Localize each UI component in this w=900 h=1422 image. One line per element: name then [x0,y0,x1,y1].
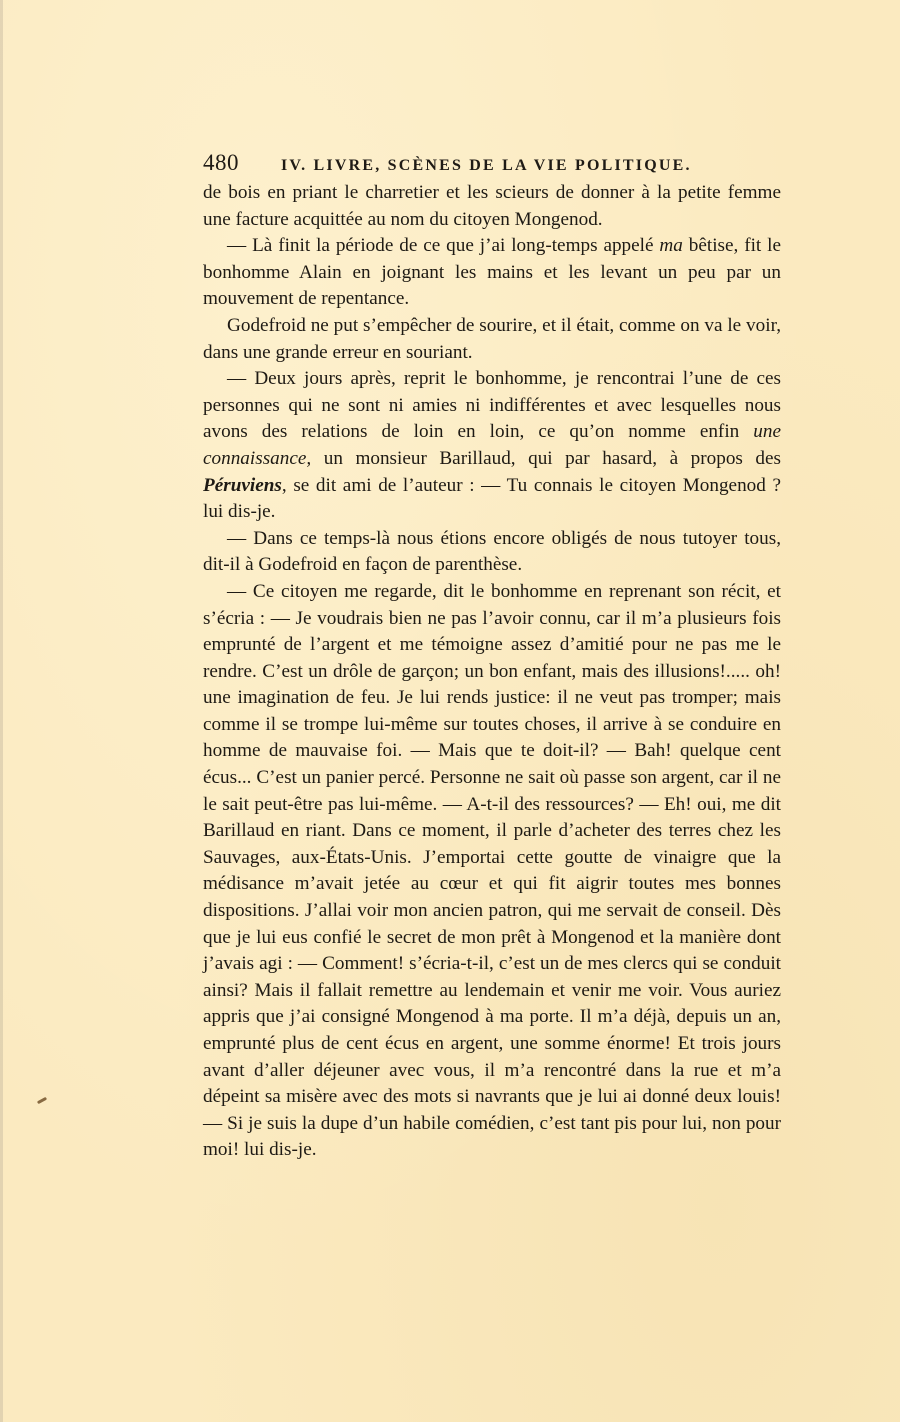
paragraph [203,526,781,579]
paragraph-text: un monsieur Barillaud, qui par hasard, à propos des [311,447,781,469]
paragraph-text: — Dans ce temps-là nous étions encore obligés de nous tutoyer tous, dit-il à Godefroid en façon de parenthèse. [203,527,781,576]
paragraph-text: — Deux jours après, reprit le bonhomme, je rencontrai l’une de ces personnes qui ne sont ni amies ni indifférentes et avec lesquelles nous avons des relations de loin en loin, ce qu’on nomme enfin [203,368,781,443]
paragraph-text: — Là finit la période de ce que j’ai long-temps appelé [227,235,660,257]
paragraph [203,313,781,366]
paragraph [203,180,781,233]
paragraph-text: — Ce citoyen me regarde, dit le bonhomme en reprenant son récit, et s’écria : — Je voudrais bien ne pas l’avoir connu, car il m’a plusieurs fois emprunté de l’argent et me témoigne assez d’amitié pour ne pas me le rendre. C’est un drôle de garçon; un bon enfant, mais des illusions!..... oh! une imagination de feu. Je lui rends justice: il ne veut pas tromper; mais comme il se trompe lui-même sur toutes choses, il arrive à se conduire en homme de mauvaise foi. — Mais que te doit-il? — Bah! quelque cent écus... C’est un panier percé. Personne ne sait où passe son argent, car il ne le sait peut-être pas lui-même. — A-t-il des ressources? — Eh! oui, me dit Barillaud en riant. Dans ce moment, il parle d’acheter des terres chez les Sauvages, aux-États-Unis. J’emportai cette goutte de vinaigre que la médisance m’avait jetée au cœur et qui fit aigrir toutes mes bonnes dispositions. J’allai voir mon ancien patron, qui me servait de conseil. Dès que je lui eus confié le secret de mon prêt à Mongenod et la manière dont j’avais agi : — Comment! s’écria-t-il, c’est un de mes clercs qui se conduit ainsi? Mais il fallait remettre au lendemain et venir me voir. Vous auriez appris que j’ai consigné Mongenod à ma porte. Il m’a déjà, depuis un an, emprunté plus de cent écus en argent, une somme énorme! Et trois jours avant d’aller déjeuner avec vous, il m’a rencontré dans la rue et m’a dépeint sa misère avec des mots si navrants que je lui ai donné deux louis! — Si je suis la dupe d’un habile comédien, c’est tant pis pour lui, non pour moi! lui dis-je. [203,580,781,1161]
paragraph-text: Godefroid ne put s’empêcher de sourire, et il était, comme on va le voir, dans une grande erreur en souriant. [203,314,781,363]
emphasis-text: Péruviens [203,474,282,496]
paragraph-text: bêtise, fit le bonhomme Alain en joignant les mains et les levant un peu par un mouvement de repentance. [203,235,782,310]
running-head [203,150,781,178]
scan-page-edge [0,0,3,1422]
paragraph-text: , se dit ami de l’auteur : — Tu connais le citoyen Mongenod ? lui dis-je. [203,474,781,523]
body-text [203,180,781,1164]
book-page [203,150,781,1164]
margin-ink-mark [37,1097,47,1104]
page-number: 480 [203,150,239,175]
paragraph-text: de bois en priant le charretier et les scieurs de donner à la petite femme une facture acquittée au nom du citoyen Mongenod. [203,182,781,230]
paragraph [203,233,781,313]
paragraph [203,366,781,526]
emphasis-text: une connaissance, [203,421,781,469]
emphasis-text: ma [659,235,683,257]
running-title: IV. LIVRE, SCÈNES DE LA VIE POLITIQUE. [281,157,692,174]
paragraph [203,579,781,1164]
